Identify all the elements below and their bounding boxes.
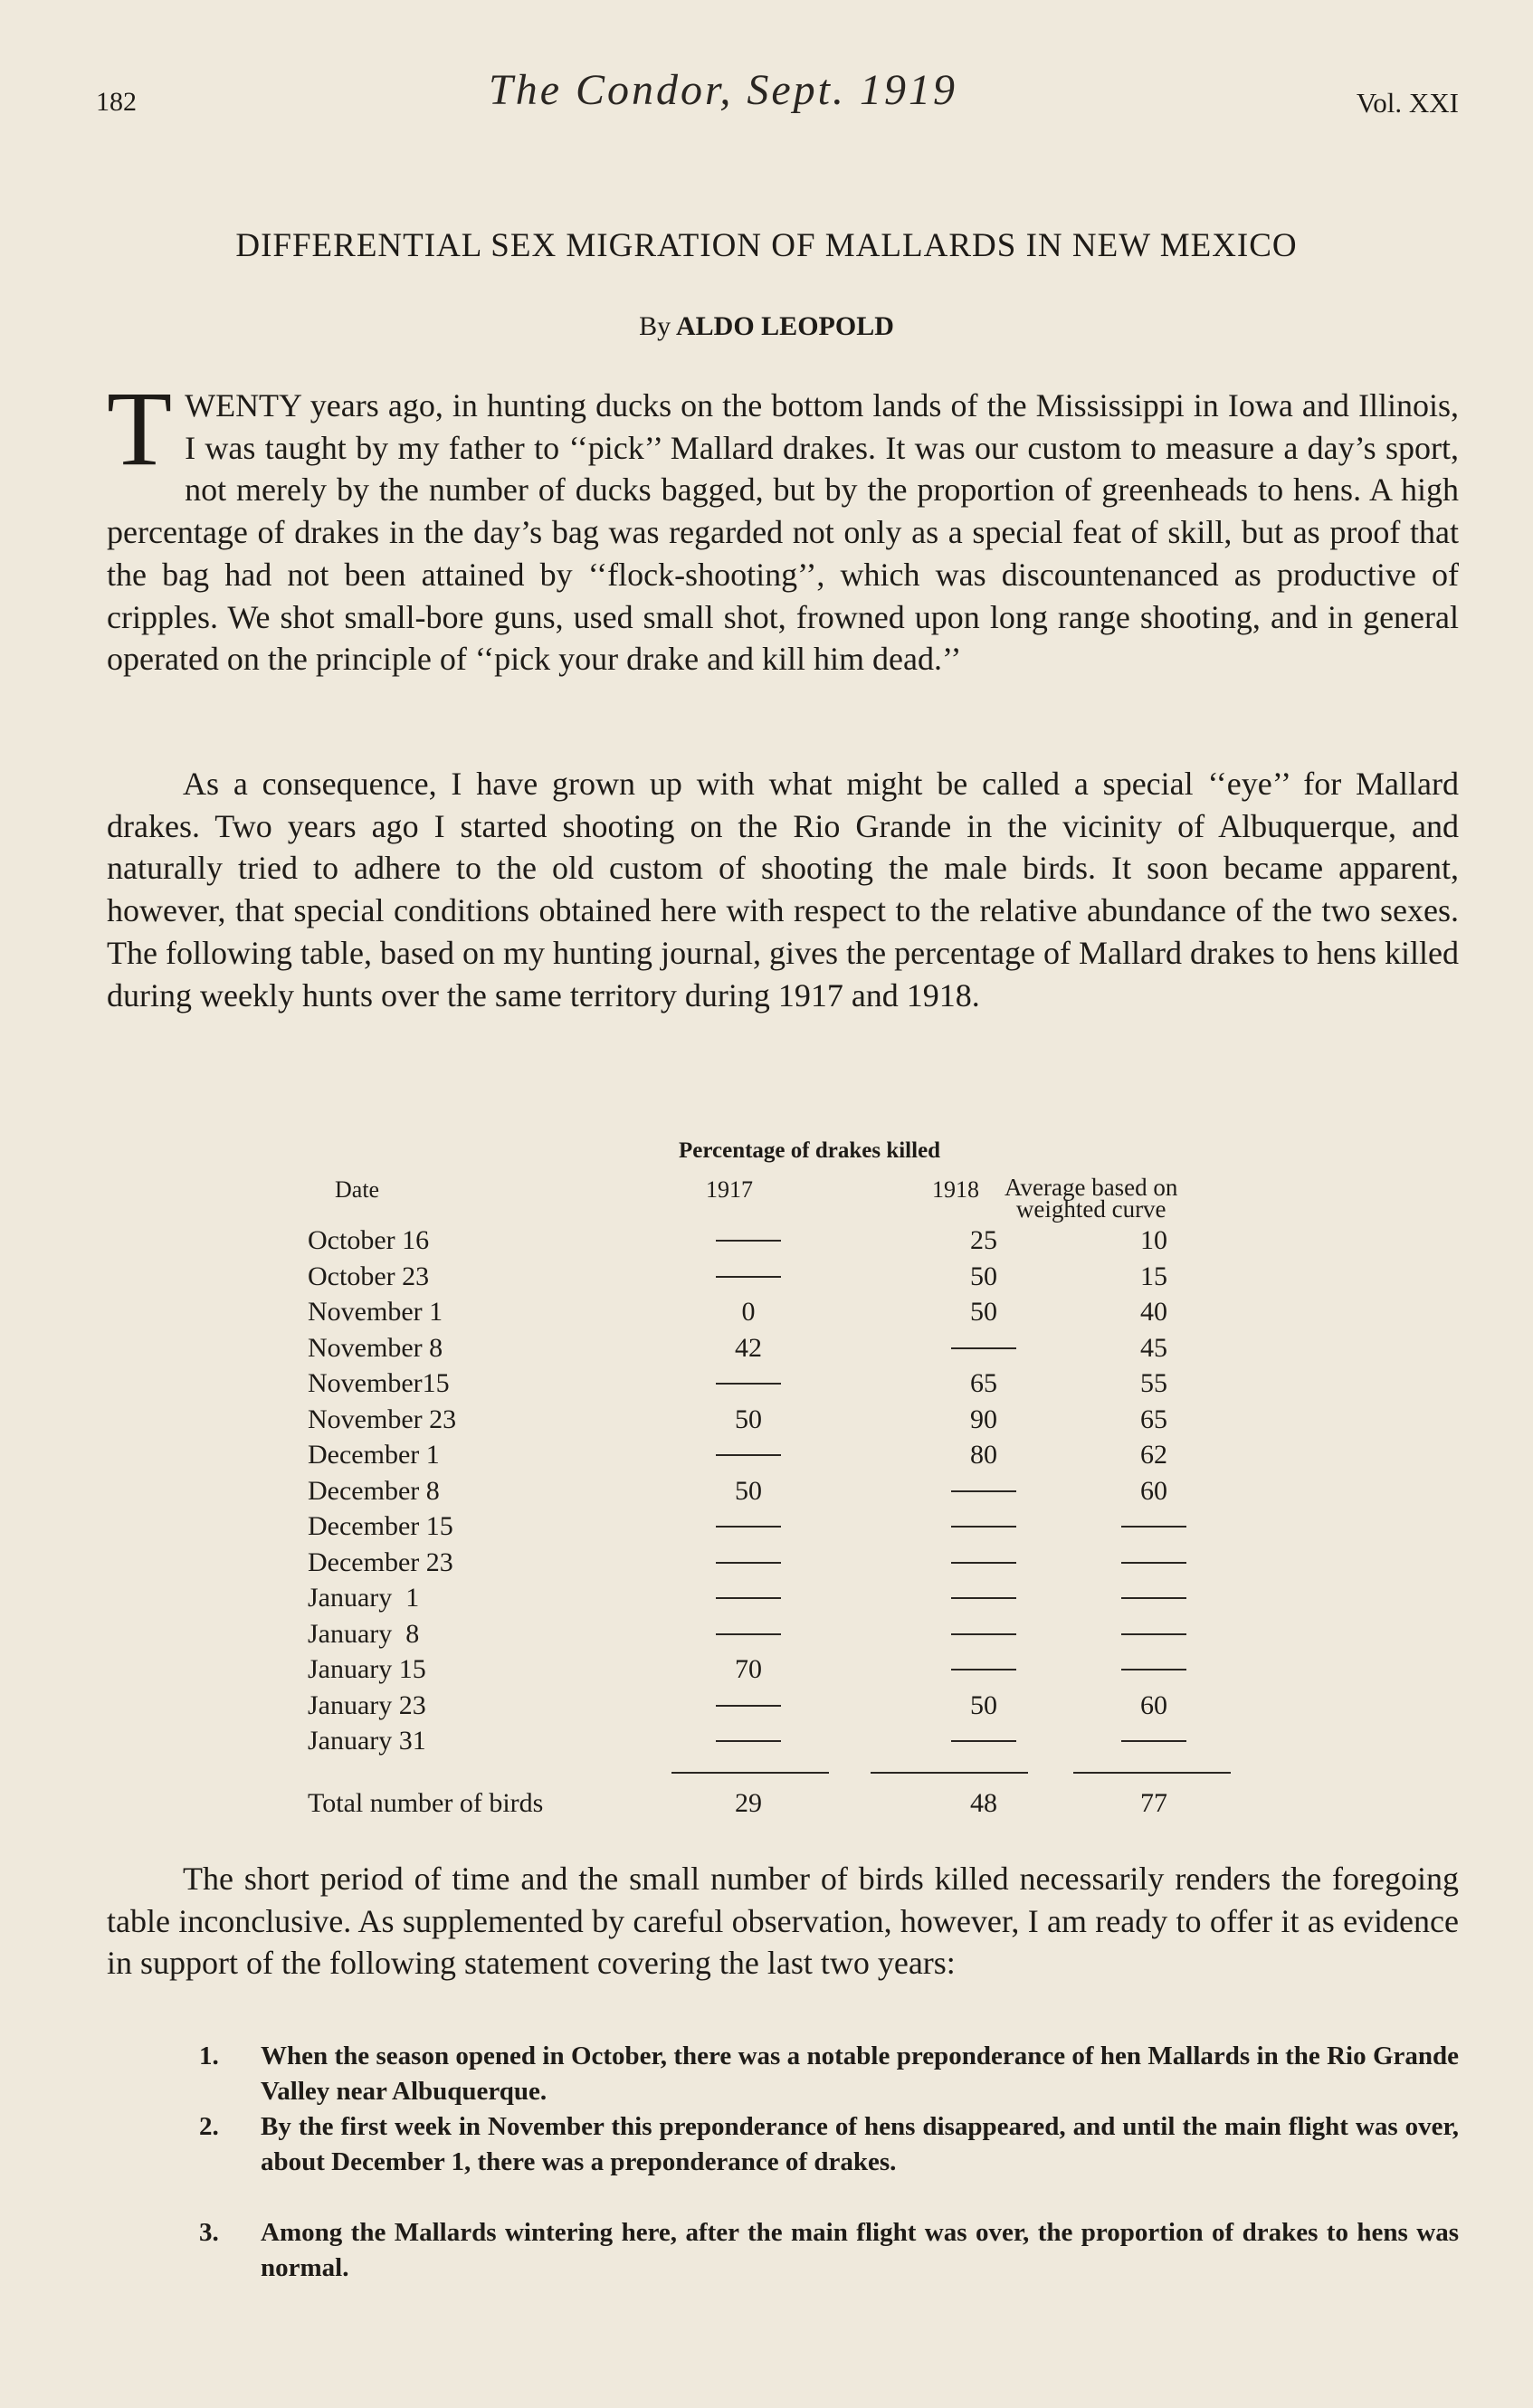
empty-value-dash <box>951 1633 1016 1635</box>
table-row <box>308 1261 1267 1298</box>
row-date: December 15 <box>308 1511 453 1541</box>
table-row <box>308 1511 1267 1547</box>
column-header-1918: 1918 <box>932 1176 979 1203</box>
cell-1917-dash <box>708 1440 789 1470</box>
empty-value-dash <box>716 1597 781 1599</box>
empty-value-dash <box>1121 1633 1186 1635</box>
empty-value-dash <box>951 1347 1016 1349</box>
total-rule-1918 <box>871 1772 1028 1774</box>
empty-value-dash <box>716 1240 781 1242</box>
table-row <box>308 1690 1267 1727</box>
table-row <box>308 1619 1267 1655</box>
list-item-number: 3. <box>199 2218 219 2247</box>
byline <box>0 311 1533 342</box>
cell-1917: 70 <box>735 1654 762 1684</box>
cell-1918-dash <box>943 1511 1024 1542</box>
cell-1917-dash <box>708 1726 789 1756</box>
empty-value-dash <box>1121 1597 1186 1599</box>
table-row <box>308 1225 1267 1261</box>
row-date: December 1 <box>308 1440 440 1470</box>
cell-1917: 42 <box>735 1332 762 1363</box>
empty-value-dash <box>951 1740 1016 1742</box>
cell-1918: 50 <box>970 1261 997 1291</box>
cell-1917-dash <box>708 1368 789 1399</box>
cell-1918: 50 <box>970 1689 997 1720</box>
column-header-date: Date <box>335 1176 380 1203</box>
empty-value-dash <box>951 1669 1016 1670</box>
list-item-text: When the season opened in October, there was a notable preponderance of hen Mallards in the Rio Grande Valley near Albuquerque. <box>261 2042 1459 2106</box>
row-date: January 8 <box>308 1618 420 1649</box>
cell-1918-dash <box>943 1333 1024 1364</box>
cell-1918-dash <box>943 1619 1024 1650</box>
row-date: January 23 <box>308 1689 426 1720</box>
total-label: Total number of birds <box>308 1788 544 1818</box>
cell-1917: 50 <box>735 1404 762 1434</box>
cell-average: 60 <box>1140 1689 1167 1720</box>
author-name: ALDO LEOPOLD <box>676 311 894 341</box>
empty-value-dash <box>951 1490 1016 1492</box>
cell-1918: 50 <box>970 1297 997 1327</box>
paragraph-1-text: years ago, in hunting ducks on the bottom lands of the Mississippi in Iowa and Illinois, I was taught by my father to ‘‘pick’’ Mallard drakes. It was our custom to measure a day’s sport, not merely by the number of ducks bagged, but by the proportion of greenheads to hens. A high percentage of drakes in the day’s bag was regarded not only as a special feat of skill, but as proof that the bag had not been attained by ‘‘flock-shooting’’, which was discountenanced as productive of cripples. We shot small-bore guns, used small shot, frowned upon long range shooting, and in general operated on the principle of ‘‘pick your drake and kill him dead.’’ <box>107 387 1459 678</box>
table-row <box>308 1333 1267 1369</box>
cell-average: 10 <box>1140 1225 1167 1255</box>
table-row <box>308 1476 1267 1512</box>
cell-1918-dash <box>943 1654 1024 1685</box>
cell-1917: 0 <box>741 1297 756 1327</box>
total-average: 77 <box>1140 1788 1167 1818</box>
cell-1917-dash <box>708 1261 789 1292</box>
row-date: November 8 <box>308 1332 443 1363</box>
cell-1917-dash <box>708 1225 789 1256</box>
row-date: December 23 <box>308 1547 453 1577</box>
cell-1918: 90 <box>970 1404 997 1434</box>
row-date: January 15 <box>308 1654 426 1684</box>
row-date: January 1 <box>308 1583 420 1613</box>
paragraph-3: The short period of time and the small number of birds killed necessarily renders the foregoing table inconclusive. As supplemented by careful observation, however, I am ready to offer it as evidence in support of the following statement covering the last two years: <box>107 1861 1459 1982</box>
empty-value-dash <box>716 1526 781 1528</box>
empty-value-dash <box>1121 1562 1186 1564</box>
empty-value-dash <box>1121 1526 1186 1528</box>
cell-average: 62 <box>1140 1440 1167 1470</box>
cell-average-dash <box>1113 1511 1195 1542</box>
drop-cap: T <box>107 369 173 488</box>
paragraph-1-lead: WENTY <box>185 387 301 424</box>
empty-value-dash <box>716 1276 781 1278</box>
total-rule-1917 <box>671 1772 829 1774</box>
row-date: November 23 <box>308 1404 457 1434</box>
cell-1917-dash <box>708 1511 789 1542</box>
cell-average: 15 <box>1140 1261 1167 1291</box>
cell-1918: 65 <box>970 1368 997 1398</box>
empty-value-dash <box>1121 1740 1186 1742</box>
empty-value-dash <box>716 1740 781 1742</box>
total-rule-average <box>1073 1772 1231 1774</box>
paragraph-1 <box>107 369 1459 681</box>
list-item-text: By the first week in November this preponderance of hens disappeared, and until the main flight was over, about December 1, there was a preponderance of drakes. <box>261 2112 1459 2176</box>
table-row <box>308 1404 1267 1441</box>
empty-value-dash <box>951 1562 1016 1564</box>
table-row <box>308 1547 1267 1584</box>
row-date: November 1 <box>308 1297 443 1327</box>
total-1918: 48 <box>970 1788 997 1818</box>
empty-value-dash <box>951 1526 1016 1528</box>
table-row <box>308 1440 1267 1476</box>
list-item-number: 1. <box>199 2042 219 2070</box>
page-number: 182 <box>96 87 137 117</box>
cell-1918-dash <box>943 1547 1024 1578</box>
row-date: October 23 <box>308 1261 430 1291</box>
cell-average-dash <box>1113 1726 1195 1756</box>
cell-1917: 50 <box>735 1475 762 1506</box>
empty-value-dash <box>1121 1669 1186 1670</box>
empty-value-dash <box>951 1597 1016 1599</box>
column-header-average <box>1005 1174 1178 1223</box>
column-header-average-line2: weighted curve <box>1015 1195 1166 1223</box>
cell-1917-dash <box>708 1583 789 1613</box>
table-row <box>308 1368 1267 1404</box>
list-item-number: 2. <box>199 2112 219 2141</box>
byline-prefix: By <box>639 311 671 341</box>
row-date: January 31 <box>308 1726 426 1756</box>
cell-1917-dash <box>708 1547 789 1578</box>
row-date: November15 <box>308 1368 450 1398</box>
cell-1918-dash <box>943 1583 1024 1613</box>
article-title: DIFFERENTIAL SEX MIGRATION OF MALLARDS IN NEW MEXICO <box>235 227 1298 264</box>
cell-average: 40 <box>1140 1297 1167 1327</box>
table-row <box>308 1583 1267 1619</box>
cell-average-dash <box>1113 1654 1195 1685</box>
row-date: December 8 <box>308 1475 440 1506</box>
empty-value-dash <box>716 1633 781 1635</box>
table-row <box>308 1654 1267 1690</box>
table-row <box>308 1297 1267 1333</box>
column-header-average-line1: Average based on <box>1005 1174 1178 1201</box>
table-row <box>308 1726 1267 1762</box>
empty-value-dash <box>716 1705 781 1707</box>
empty-value-dash <box>716 1383 781 1385</box>
cell-1918: 80 <box>970 1440 997 1470</box>
cell-average-dash <box>1113 1619 1195 1650</box>
total-1917: 29 <box>735 1788 762 1818</box>
cell-1918: 25 <box>970 1225 997 1255</box>
column-header-1917: 1917 <box>706 1176 753 1203</box>
cell-1917-dash <box>708 1690 789 1721</box>
handwritten-citation: The Condor, Sept. 1919 <box>489 66 958 114</box>
cell-average-dash <box>1113 1583 1195 1613</box>
total-row <box>308 1788 1267 1824</box>
row-date: October 16 <box>308 1225 430 1255</box>
cell-average: 45 <box>1140 1332 1167 1363</box>
cell-average: 60 <box>1140 1475 1167 1506</box>
cell-1918-dash <box>943 1476 1024 1507</box>
cell-average: 65 <box>1140 1404 1167 1434</box>
paragraph-2: As a consequence, I have grown up with what might be called a special ‘‘eye’’ for Mallard drakes. Two years ago I started shooting on the Rio Grande in the vicinity of Albuquerque, and naturally tried to adhere to the old custom of shooting the male birds. It soon became apparent, however, that special conditions obtained here with respect to the relative abundance of the two sexes. The following table, based on my hunting journal, gives the percentage of Mallard drakes to hens killed during weekly hunts over the same territory during 1917 and 1918. <box>107 766 1459 1014</box>
volume-label: Vol. XXI <box>1356 87 1459 119</box>
list-item-text: Among the Mallards wintering here, after the main flight was over, the proportion of drakes to hens was normal. <box>261 2218 1459 2282</box>
empty-value-dash <box>716 1454 781 1456</box>
cell-1918-dash <box>943 1726 1024 1756</box>
cell-average: 55 <box>1140 1368 1167 1398</box>
table-caption: Percentage of drakes killed <box>679 1138 941 1163</box>
cell-1917-dash <box>708 1619 789 1650</box>
cell-average-dash <box>1113 1547 1195 1578</box>
empty-value-dash <box>716 1562 781 1564</box>
